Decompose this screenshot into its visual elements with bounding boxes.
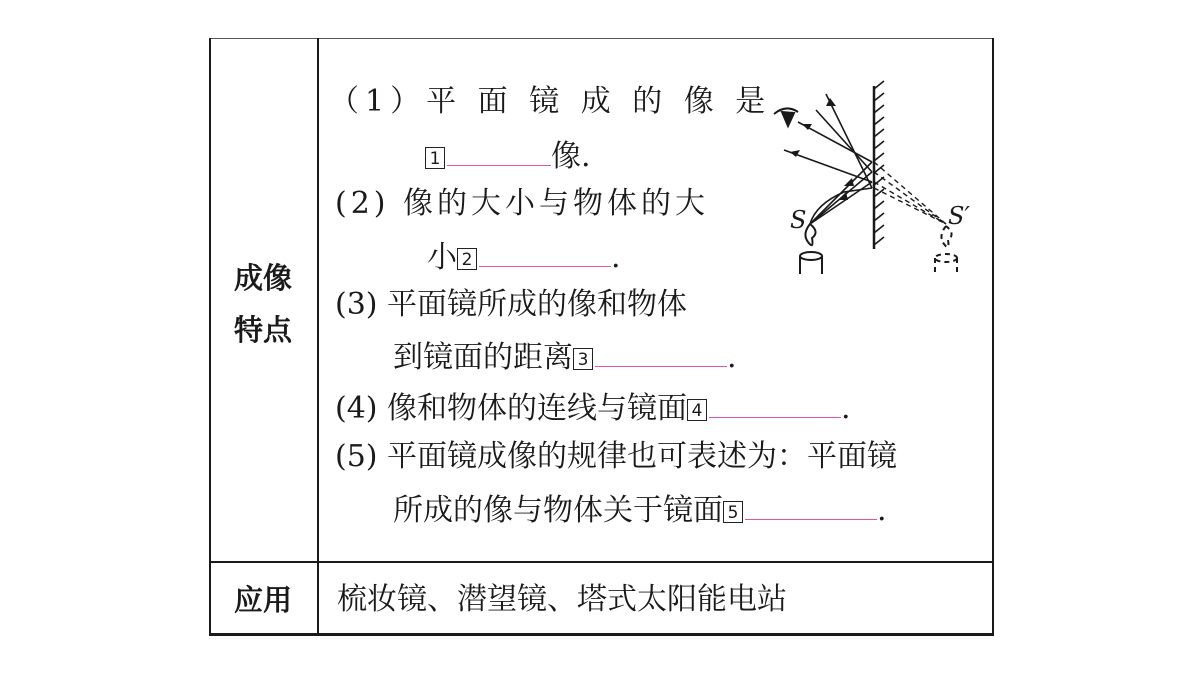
application-text: 梳妆镜、潜望镜、塔式太阳能电站 [337, 582, 787, 617]
item-1-line1: （1）平 面 镜 成 的 像 是 [329, 84, 772, 119]
right-border [992, 38, 994, 636]
eye-icon [774, 108, 798, 126]
bottom-border [209, 633, 994, 636]
answer-number-5: 5 [723, 501, 743, 523]
features-header-line2: 特点 [233, 313, 292, 347]
answer-number-3: 3 [573, 348, 593, 370]
candle-image [935, 226, 957, 274]
application-header: 应用 [233, 583, 292, 617]
item-2-end: . [611, 240, 621, 275]
item-4-end: . [841, 391, 851, 426]
top-border [209, 38, 994, 39]
label-s-prime: S′ [948, 202, 970, 230]
item-5-line1: (5) 平面镜成像的规律也可表述为：平面镜 [335, 439, 898, 474]
item-4-line1 [335, 387, 851, 429]
label-s: S [790, 206, 807, 234]
answer-blank-5[interactable] [745, 489, 877, 520]
answer-blank-3[interactable] [595, 336, 727, 367]
item-5-line2 [393, 489, 887, 531]
answer-blank-1[interactable] [447, 135, 551, 166]
item-5-prefix: 所成的像与物体关于镜面 [393, 493, 723, 528]
item-3-line2 [393, 336, 737, 378]
item-3-line1: (3) 平面镜所成的像和物体 [335, 287, 688, 322]
item-1-line2 [425, 135, 591, 177]
arrowheads [790, 98, 854, 200]
answer-number-1: 1 [425, 147, 445, 169]
answer-blank-2[interactable] [479, 236, 611, 267]
item-3-end: . [727, 340, 737, 375]
answer-blank-4[interactable] [709, 387, 841, 418]
item-2-prefix: 小 [427, 240, 457, 275]
answer-number-2: 2 [457, 248, 477, 270]
column-divider [317, 38, 319, 636]
reflected-rays [784, 94, 872, 188]
answer-number-4: 4 [687, 399, 707, 421]
item-2-line1: (2) 像的大小与物体的大 [335, 186, 710, 221]
item-1-suffix: 像. [551, 139, 591, 174]
features-header-line1: 成像 [233, 261, 292, 295]
item-5-end: . [877, 493, 887, 528]
item-2-line2 [427, 236, 621, 278]
item-4-text: (4) 像和物体的连线与镜面 [335, 391, 688, 426]
virtual-rays [874, 162, 946, 224]
item-3-prefix: 到镜面的距离 [393, 340, 573, 375]
row-divider [209, 561, 994, 563]
table [209, 38, 994, 636]
plane-mirror-diagram [764, 64, 974, 274]
